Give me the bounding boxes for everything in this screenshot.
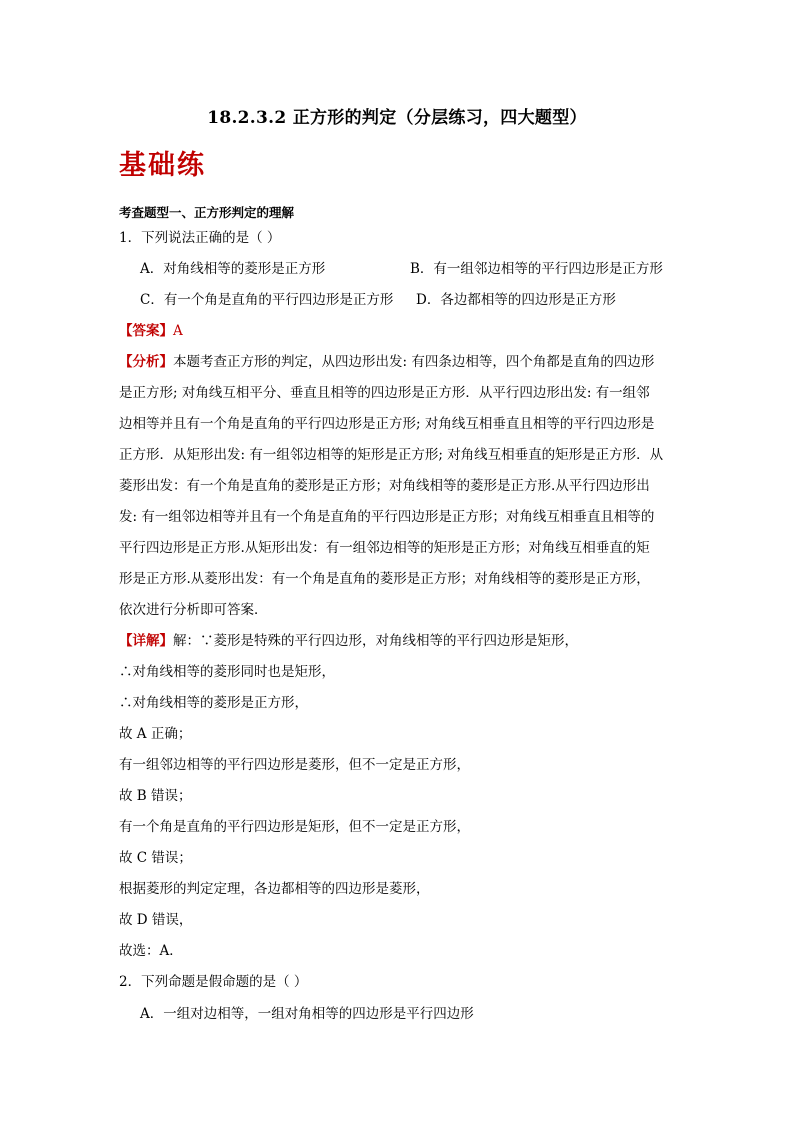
analysis-line: 边相等并且有一个角是直角的平行四边形是正方形; 对角线互相垂直且相等的平行四边形是	[119, 416, 655, 432]
detail-line: 有一组邻边相等的平行四边形是菱形，但不一定是正方形，	[119, 757, 470, 773]
detail-line: ∴对角线相等的菱形同时也是矩形，	[119, 664, 335, 680]
analysis-line: 是正方形; 对角线互相平分、垂直且相等的四边形是正方形．从平行四边形出发: 有一组邻	[119, 385, 650, 401]
detail-line: 有一个角是直角的平行四边形是矩形，但不一定是正方形，	[119, 819, 470, 835]
detail-text: 解：∵菱形是特殊的平行四边形，对角线相等的平行四边形是矩形，	[173, 633, 578, 649]
question-2-stem: 2．下列命题是假命题的是（ ）	[119, 974, 308, 990]
detail-line: 故 A 正确；	[119, 726, 192, 742]
detail-line: 故选：A．	[119, 943, 183, 959]
analysis-line: 菱形出发：有一个角是直角的菱形是正方形；对角线相等的菱形是正方形.从平行四边形出	[119, 478, 650, 494]
analysis-text: 本题考查正方形的判定，从四边形出发: 有四条边相等，四个角都是直角的四边形	[173, 354, 655, 370]
answer-tag: 【答案】	[119, 323, 173, 339]
question-1-option-b: B．有一组邻边相等的平行四边形是正方形	[410, 261, 663, 277]
question-1-option-a: A．对角线相等的菱形是正方形	[140, 261, 326, 277]
question-1-stem: 1．下列说法正确的是（ ）	[119, 230, 281, 246]
page-title: 18.2.3.2 正方形的判定（分层练习，四大题型）	[207, 108, 587, 128]
answer-value: A	[173, 323, 183, 339]
question-type-heading: 考查题型一、正方形判定的理解	[119, 205, 295, 220]
answer-line	[119, 322, 183, 340]
analysis-line: 发: 有一组邻边相等并且有一个角是直角的平行四边形是正方形；对角线互相垂直且相等的	[119, 509, 655, 525]
analysis-line: 平行四边形是正方形.从矩形出发：有一组邻边相等的矩形是正方形；对角线互相垂直的矩	[119, 540, 650, 556]
detail-line: 故 B 错误；	[119, 788, 192, 804]
question-1-option-c: C．有一个角是直角的平行四边形是正方形	[140, 292, 394, 308]
question-1-option-d: D．各边都相等的四边形是正方形	[416, 292, 616, 308]
detail-line: 根据菱形的判定定理，各边都相等的四边形是菱形，	[119, 881, 430, 897]
question-2-option-a: A．一组对边相等，一组对角相等的四边形是平行四边形	[140, 1006, 474, 1022]
detail-line	[119, 632, 578, 650]
detail-line: ∴对角线相等的菱形是正方形，	[119, 695, 308, 711]
detail-line: 故 C 错误；	[119, 850, 192, 866]
analysis-line: 依次进行分析即可答案．	[119, 602, 268, 618]
detail-tag: 【详解】	[119, 633, 173, 649]
section-heading: 基础练	[119, 150, 206, 181]
analysis-line	[119, 353, 654, 371]
analysis-tag: 【分析】	[119, 354, 173, 370]
analysis-line: 正方形．从矩形出发: 有一组邻边相等的矩形是正方形; 对角线互相垂直的矩形是正方形．从	[119, 447, 664, 463]
detail-line: 故 D 错误，	[119, 912, 193, 928]
analysis-line: 形是正方形.从菱形出发：有一个角是直角的菱形是正方形；对角线相等的菱形是正方形，	[119, 571, 650, 587]
